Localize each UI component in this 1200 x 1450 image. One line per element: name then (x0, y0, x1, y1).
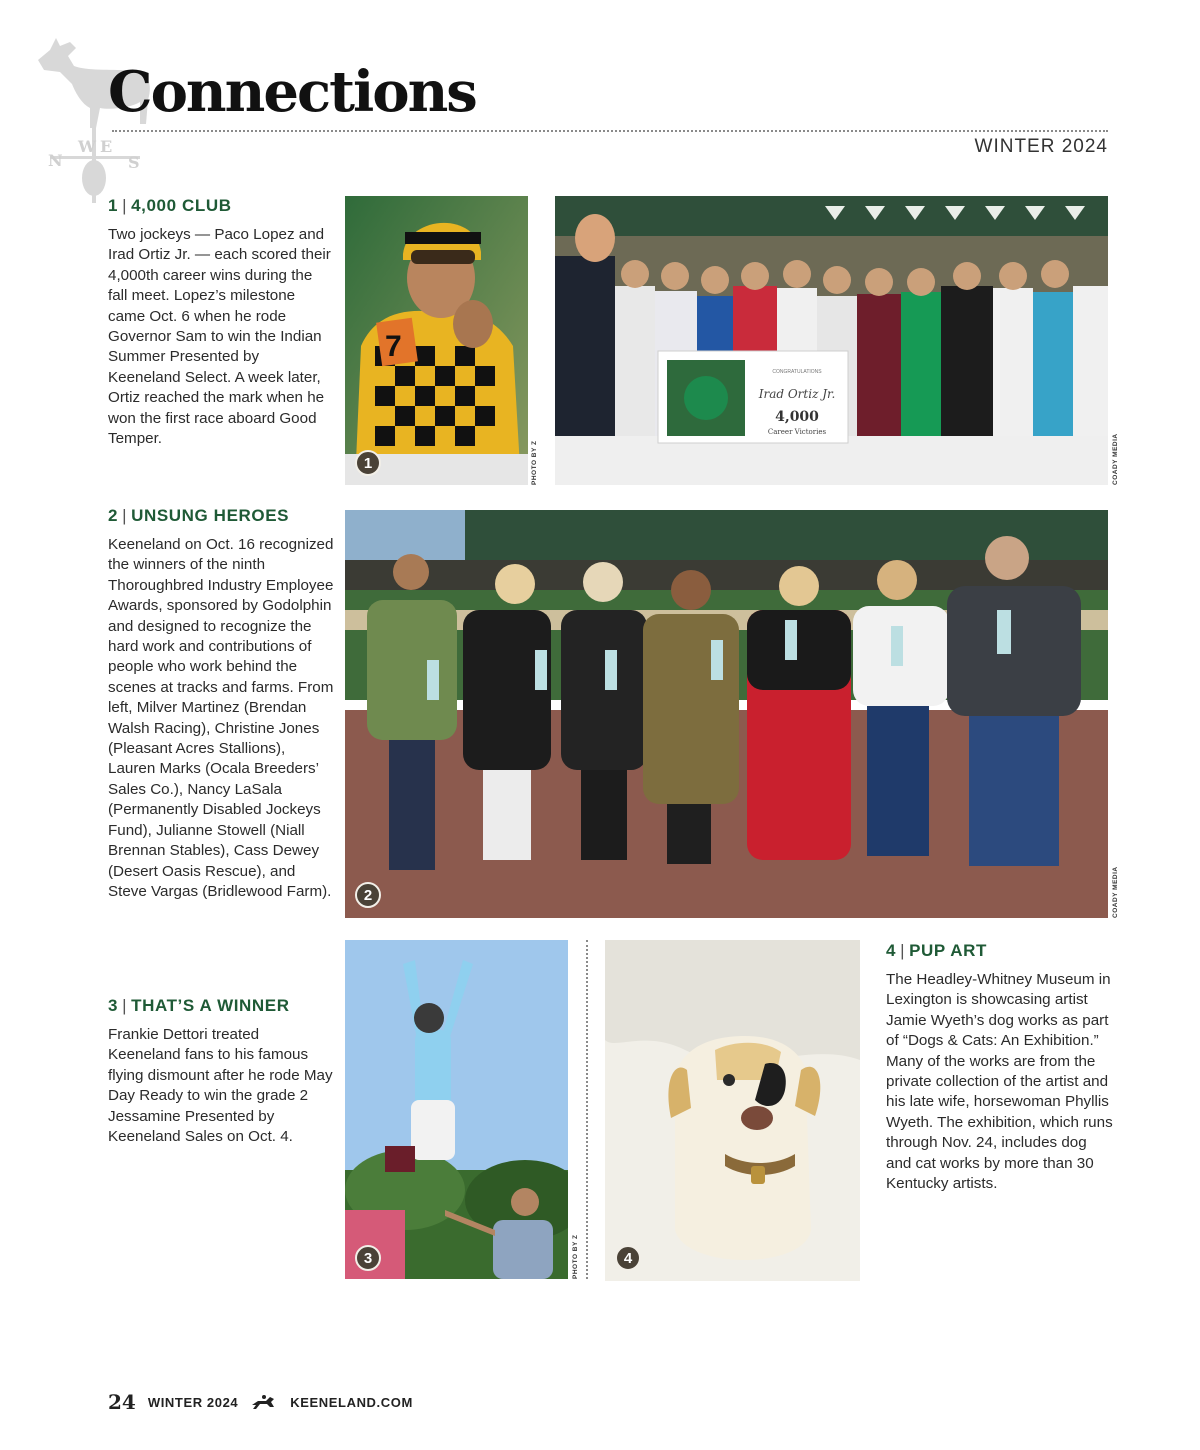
photo-jockey-portrait (345, 196, 528, 485)
vane-letter: N (48, 151, 63, 170)
page-number: 24 (108, 1390, 136, 1414)
section-thats-a-winner (108, 996, 334, 1147)
footer-season: WINTER 2024 (147, 1394, 239, 1410)
sign-count: 4,000 (775, 409, 819, 425)
vane-letter: E (100, 137, 113, 156)
section-title: 4,000 CLUB (131, 196, 232, 215)
section-body: The Headley-Whitney Museum in Lexington is showcasing artist Jamie Wyeth’s dog works as part of “Dogs & Cats: An Exhibition.” Many of the works are from the private collection of the artist and his late wife, horsewoman Phyllis Wyeth. The exhibition, which runs through Nov. 24, includes dog and cat works by more than 30 Kentucky artists. (886, 971, 1113, 1193)
page-footer (108, 1390, 413, 1414)
issue-season: WINTER 2024 (974, 136, 1108, 157)
photo-number-badge: 4 (615, 1245, 641, 1271)
section-heading: 1 | 4,000 CLUB (108, 196, 232, 215)
section-number: 3 (108, 996, 119, 1015)
header-divider (112, 130, 1108, 132)
section-title: PUP ART (909, 941, 987, 960)
sign-subtitle: Career Victories (767, 428, 827, 436)
photo-number-badge: 2 (355, 882, 381, 908)
section-pup-art (886, 941, 1114, 1194)
vane-letter: W (78, 137, 96, 156)
photo-flying-dismount (345, 940, 568, 1279)
photo-award-winners (345, 510, 1108, 918)
footer-website[interactable]: KEENELAND.COM (290, 1394, 413, 1410)
dog-painting-image (605, 940, 860, 1281)
section-body: Two jockeys — Paco Lopez and Irad Ortiz Jr. — each scored their 4,000th career wins during the fall meet. Lopez’s milestone came Oct. 6 when he rode Governor Sam to win the Indian Summer Presented by Keeneland Select. A week later, Ortiz reached the mark when he won the first race aboard Good Temper. (108, 226, 331, 448)
photo-number-badge: 1 (355, 450, 381, 476)
section-unsung-heroes (108, 506, 334, 902)
photo-credit: PHOTO BY Z (572, 1234, 579, 1279)
page-title: Connections (108, 59, 476, 125)
jockey-portrait-image (345, 196, 528, 485)
section-number: 2 (108, 506, 119, 525)
saddle-number: 7 (385, 330, 402, 363)
section-title: UNSUNG HEROES (131, 506, 290, 525)
flying-dismount-image (345, 940, 568, 1279)
section-4000-club (108, 196, 334, 449)
horse-and-rider-icon (250, 1393, 278, 1411)
section-heading: 4 | PUP ART (886, 941, 987, 960)
section-body: Frankie Dettori treated Keeneland fans to his famous flying dismount after he rode May Day Ready to win the grade 2 Jessamine Presented by Keeneland Sales on Oct. 4. (108, 1026, 333, 1146)
photo-credit: PHOTO BY Z (531, 440, 538, 485)
photo-credit: COADY MEDIA (1112, 433, 1119, 485)
column-divider (586, 940, 588, 1279)
section-title: THAT’S A WINNER (131, 996, 290, 1015)
vane-letter: S (128, 153, 140, 172)
photo-jockey-group (555, 196, 1108, 485)
section-heading: 2 | UNSUNG HEROES (108, 506, 290, 525)
section-number: 4 (886, 941, 897, 960)
sign-congratulations: CONGRATULATIONS (772, 369, 822, 375)
section-heading: 3 | THAT’S A WINNER (108, 996, 290, 1015)
photo-number-badge: 3 (355, 1245, 381, 1271)
award-winners-image (345, 510, 1108, 918)
sign-name: Irad Ortiz Jr. (758, 387, 836, 401)
jockey-group-image (555, 196, 1108, 485)
photo-dog-painting (605, 940, 860, 1281)
photo-credit: COADY MEDIA (1112, 866, 1119, 918)
section-number: 1 (108, 196, 119, 215)
section-body: Keeneland on Oct. 16 recognized the winners of the ninth Thoroughbred Industry Employee Awards, sponsored by Godolphin and designed to recognize the hard work and contributions of people who work behind the scenes at tracks and farms. From left, Milver Martinez (Brendan Walsh Racing), Christine Jones (Pleasant Acres Stallions), Lauren Marks (Ocala Breeders’ Sales Co.), Nancy LaSala (Permanently Disabled Jockeys Fund), Julianne Stowell (Niall Brennan Stables), Cass Dewey (Desert Oasis Rescue), and Steve Vargas (Bridlewood Farm). (108, 536, 334, 900)
